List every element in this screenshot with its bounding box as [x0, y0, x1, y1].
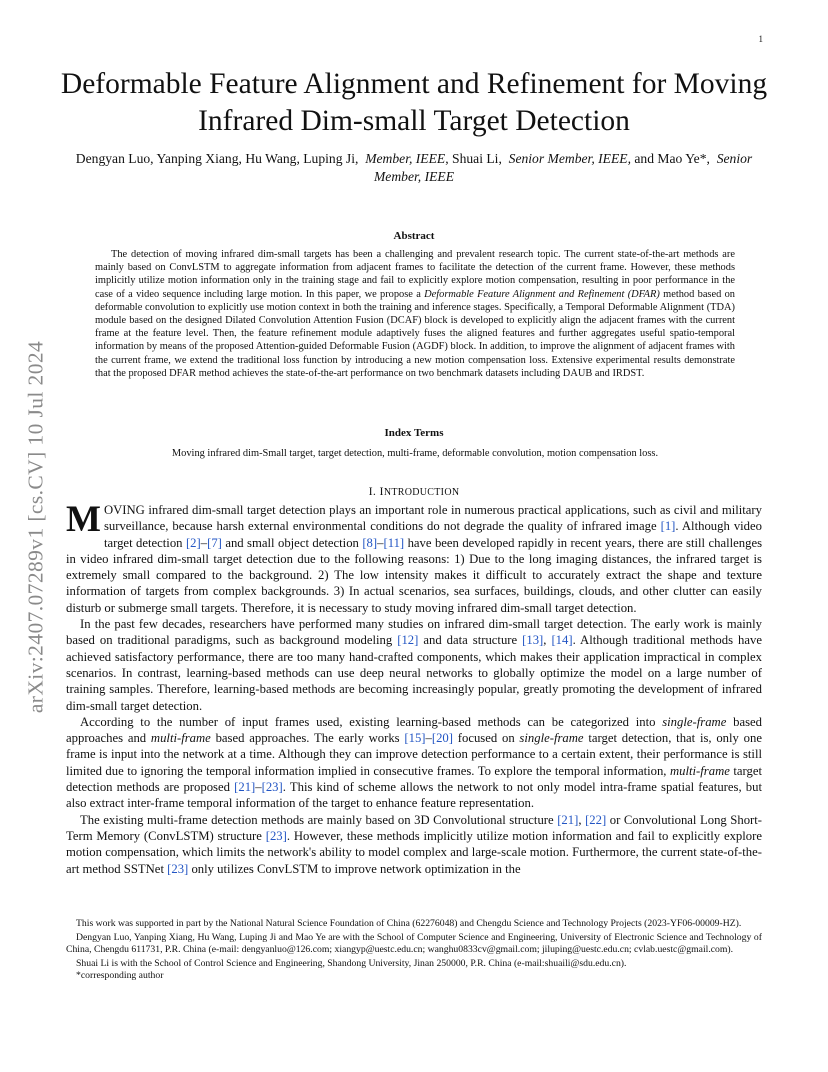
- arxiv-id-label[interactable]: arXiv:2407.07289v1 [cs.CV] 10 Jul 2024: [23, 340, 48, 714]
- paragraph-2: In the past few decades, researchers have performed many studies on infrared dim-small target detection. The early work is mainly based on traditional paradigms, such as background modeling [12] and data structure [13], [14]. Although traditional methods have achieved satisfactory performance, there are too many hand-crafted components, which makes their application impractical in complex scenarios. In contrast, learning-based methods can use deep neural networks to globally optimize the model on a large number of training samples. Therefore, learning-based methods are becoming increasingly popular, greatly promoting the development of infrared dim-small target detection.: [66, 617, 762, 713]
- text-run: focused on: [453, 731, 520, 746]
- text-run: . Although video target detection: [103, 519, 763, 550]
- paragraph-3: According to the number of input frames used, existing learning-based methods can be categorized into single-frame based approaches and multi-frame based approaches. The early works [15]–[20] focused on single-frame target detection, that is, only one frame is input into the network at a time. Although they can improve detection performance to a certain extent, their performance is still limited due to ignoring the temporal information implied in consecutive frames. To explore the temporal information, multi-frame target detection methods are proposed [21]–[23]. This kind of scheme allows the network to not only model intra-frame spatial features, but also extract inter-frame temporal information of the target to enhance feature representation.: [66, 714, 763, 811]
- footnote-affiliation-2: Shuai Li is with the School of Control Science and Engineering, Shandong University, Jinan 250000, P.R. China (e-mail:shuaili@sdu.edu.cn).: [76, 958, 627, 969]
- text-run: target detection, that is, only one frame is input into the network at a time. Although they can improve detection performance to a certain extent, their performance is still limited due to ignoring the temporal information implied in consecutive frames. To explore the temporal information,: [66, 731, 762, 778]
- citation-link[interactable]: [20]: [431, 731, 453, 746]
- emphasis: multi-frame: [150, 731, 211, 746]
- text-run: . This kind of scheme allows the network to not only model intra-frame spatial features, but also extract inter-frame temporal information of the target to enhance feature representation.: [66, 780, 762, 811]
- section-title-initial: I: [379, 484, 384, 498]
- text-run: and data structure: [418, 633, 523, 648]
- citation-link[interactable]: [21]: [557, 812, 579, 827]
- author-membership-3: Senior Member, IEEE: [373, 151, 753, 184]
- emphasis: multi-frame: [669, 763, 730, 778]
- text-run: based approaches. The early works: [210, 731, 405, 746]
- abstract-part-b: method based on deformable convolution to explicitly use motion context in both the training and inference stages. Specifically, a Temporal Deformable Alignment (TDA) module based on the designed Dilated Convolution Attention Fusion (DCAF) block is developed to explicitly align the adjacent frames with the current frame at the feature level. Then, the feature refinement module adaptively fuses the aligned features and further aggregates useful spatio-temporal information by means of the proposed Attention-guided Deformable Fusion (AGDF) block. In addition, to improve the alignment of adjacent frames with the current frame, we extend the traditional loss function by introducing a new motion compensation loss. Extensive experimental results demonstrate that the proposed DFAR method achieves the state-of-the-art performance on two benchmark datasets including DAUB and IRDST.: [95, 288, 735, 379]
- text-run: have been developed rapidly in recent years, there are still challenges in video infrared dim-small target detection due to the following reasons: 1) Due to the long imaging distances, the infrared target is extremely small compared to the background. 2) The low intensity makes it difficult to accurately extract the shape and texture information of targets from complex backgrounds. 3) In actual scenarios, sea surfaces, buildings, clouds, and other clutter can easily disturb or submerge small targets. Therefore, it is necessary to study moving infrared dim-small target detection.: [66, 535, 763, 615]
- citation-link[interactable]: [12]: [397, 633, 419, 648]
- text-run: OVING infrared dim-small target detection plays an important role in numerous practical applications, such as civil and military surveillance, because harsh external environmental conditions do not degrade the quality of infrared image: [103, 503, 762, 534]
- index-terms: Moving infrared dim-Small target, target detection, multi-frame, deformable convolution, motion compensation loss.: [171, 448, 659, 459]
- author-membership-2: Senior Member, IEEE,: [508, 151, 631, 166]
- citation-link[interactable]: [14]: [551, 633, 573, 648]
- text-run: According to the number of input frames used, existing learning-based methods can be categorized into: [80, 714, 663, 729]
- text-run: only utilizes ConvLSTM to improve network optimization in the: [188, 861, 521, 876]
- text-run: target detection methods are proposed: [66, 763, 762, 795]
- citation-link[interactable]: [8]: [362, 535, 378, 550]
- text-run: and small object detection: [221, 535, 363, 550]
- authors-text-2: , Shuai Li,: [445, 151, 502, 166]
- author-list: [75, 150, 753, 186]
- paper-title: Deformable Feature Alignment and Refinement for Moving Infrared Dim-small Target Detection: [60, 68, 768, 137]
- section-title-rest: NTRODUCTION: [383, 487, 460, 498]
- index-terms-heading: Index Terms: [384, 427, 444, 439]
- citation-link[interactable]: [13]: [522, 633, 544, 648]
- citation-link[interactable]: [7]: [207, 535, 222, 550]
- paragraph-1: MOVING infrared dim-small target detection plays an important role in numerous practical applications, such as civil and military surveillance, because harsh external environmental conditions do not degrade the quality of infrared image [1]. Although video target detection [2]–[7] and small object detection [8]–[11] have been developed rapidly in recent years, there are still challenges in video infrared dim-small target detection due to the following reasons: 1) Due to the long imaging distances, the infrared target is extremely small compared to the background. 2) The low intensity makes it difficult to accurately extract the shape and texture information of targets from complex backgrounds. 3) In actual scenarios, sea surfaces, buildings, clouds, and other clutter can easily disturb or submerge small targets. Therefore, it is necessary to study moving infrared dim-small target detection.: [66, 499, 763, 615]
- footnote-corresponding: *corresponding author: [76, 970, 164, 981]
- citation-link[interactable]: [11]: [383, 535, 405, 550]
- text-run: The existing multi-frame detection methods are mainly based on 3D Convolutional structure: [80, 812, 558, 827]
- citation-link[interactable]: [23]: [265, 828, 287, 843]
- introduction-body: [66, 499, 763, 877]
- abstract-heading: Abstract: [393, 230, 435, 242]
- text-run: . However, these methods implicitly utilize motion information and fail to explicitly explore motion compensation, which limits the network's ability to model complex and large-scale motion. Furthermore, the current state-of-the-art method SSTNet: [66, 828, 762, 876]
- drop-cap: M: [66, 499, 101, 540]
- page-number: 1: [758, 34, 763, 44]
- emphasis: single-frame: [662, 714, 727, 729]
- footnote-funding: This work was supported in part by the National Natural Science Foundation of China (62276048) and Chengdu Science and Technology Projects (2023-YF06-00009-HZ).: [76, 918, 742, 929]
- authors-text-3: and Mao Ye*,: [630, 151, 710, 166]
- citation-link[interactable]: [15]: [404, 731, 426, 746]
- abstract-part-a: The detection of moving infrared dim-small targets has been a challenging and prevalent research topic. The current state-of-the-art methods are mainly based on ConvLSTM to aggregate information from adjacent frames to facilitate the detection of the current frame. However, these methods implicitly utilize motion information only in the training stage and fail to explicitly explore motion compensation, resulting in poor performance in the case of a video sequence including large motion. In this paper, we propose a: [95, 249, 735, 300]
- footnotes: [66, 918, 762, 982]
- emphasis: single-frame: [519, 731, 584, 746]
- text-run: or Convolutional Long Short-Term Memory (ConvLSTM) structure: [66, 812, 763, 843]
- text-run: based approaches and: [66, 714, 763, 746]
- citation-link[interactable]: [22]: [585, 812, 607, 827]
- citation-link[interactable]: [23]: [167, 861, 189, 876]
- authors-text-1: Dengyan Luo, Yanping Xiang, Hu Wang, Luping Ji,: [75, 151, 359, 166]
- section-number: I.: [368, 484, 377, 498]
- paragraph-4: The existing multi-frame detection methods are mainly based on 3D Convolutional structure [21], [22] or Convolutional Long Short-Term Memory (ConvLSTM) structure [23]. However, these methods implicitly utilize motion information and fail to explicitly explore motion compensation, which limits the network's ability to model complex and large-scale motion. Furthermore, the current state-of-the-art method SSTNet [23] only utilizes ConvLSTM to improve network optimization in the: [66, 812, 763, 876]
- text-run: In the past few decades, researchers have performed many studies on infrared dim-small target detection. The early work is mainly based on traditional paradigms, such as background modeling: [66, 617, 762, 648]
- section-heading-introduction: [0, 484, 828, 499]
- abstract-text: [95, 248, 735, 380]
- citation-link[interactable]: [23]: [261, 780, 283, 795]
- citation-link[interactable]: [1]: [660, 519, 676, 534]
- footnote-affiliation-1: Dengyan Luo, Yanping Xiang, Hu Wang, Luping Ji and Mao Ye are with the School of Computer Science and Engineering, University of Electronic Science and Technology of China, Chengdu 611731, P.R. China (e-mail: dengyanluo@126.com; xiangyp@uestc.edu.cn; wanghu0833cv@gmail.com; jiluping@uestc.edu.cn; cvlab.uestc@gmail.com).: [66, 932, 762, 955]
- citation-link[interactable]: [2]: [185, 535, 201, 550]
- citation-link[interactable]: [21]: [234, 780, 256, 795]
- author-membership-1: Member, IEEE: [365, 151, 446, 166]
- abstract-method-name: Deformable Feature Alignment and Refinement (DFAR): [424, 288, 660, 300]
- text-run: . Although traditional methods have achieved satisfactory performance, there are too many hand-crafted components, which makes their application impractical in complex scenarios. In contrast, learning-based methods can use deep neural networks to globally optimize the model on a large number of training samples. Therefore, learning-based methods are becoming increasingly popular, greatly promoting the development of infrared dim-small target detection.: [66, 633, 762, 713]
